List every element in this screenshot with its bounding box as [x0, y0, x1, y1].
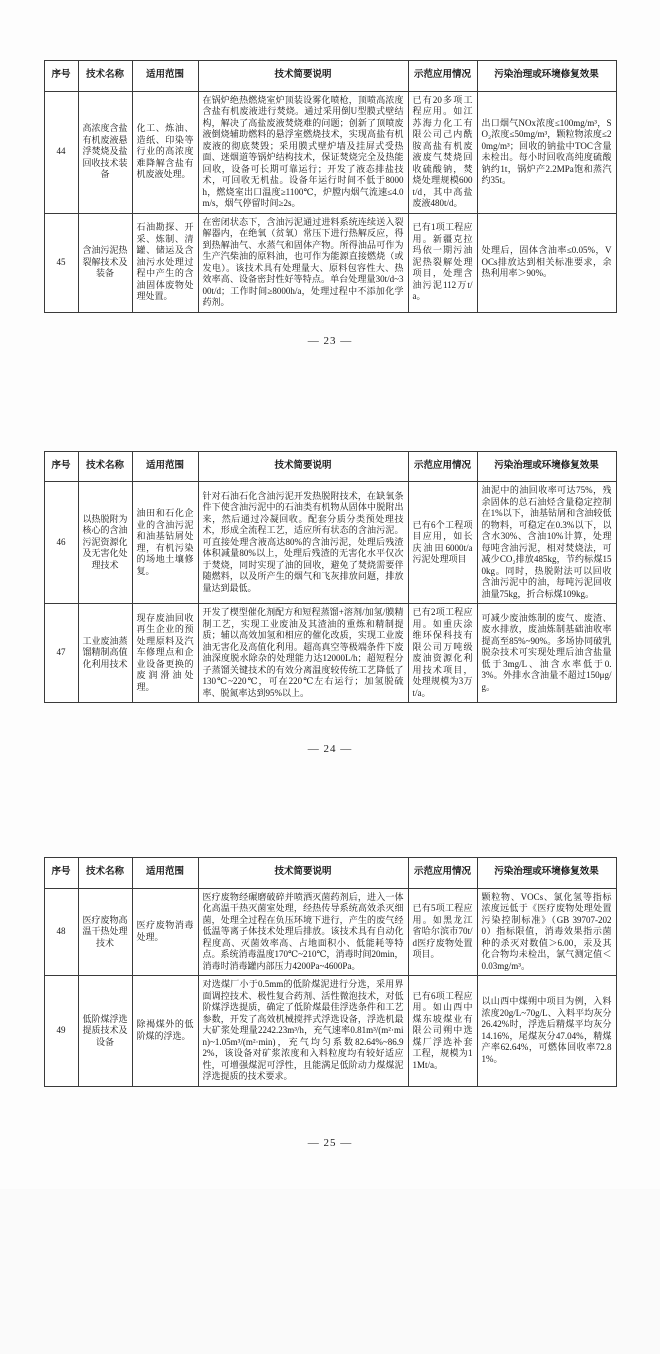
page-number: — 24 —	[307, 743, 353, 755]
header-scope: 适用范围	[132, 451, 198, 482]
header-effect: 污染治理或环境修复效果	[477, 451, 616, 482]
header-tech-name: 技术名称	[78, 451, 132, 482]
cell-serial: 49	[44, 976, 78, 1087]
header-demo: 示范应用情况	[408, 451, 477, 482]
cell-description: 针对石油石化含油污泥开发热脱附技术，在缺氧条件下使含油污泥中的石油类有机物从固体中脱附出来，然后通过冷凝回收。配套分质分类预处理技术，形成全流程工艺，适应所有状态的含油污泥。可直接处理含液高达80%的含油污泥，处理后残渣体积减量80%以上，处理后残渣的无害化水平仅次于焚烧，同时实现了油的回收，避免了焚烧需要伴随燃料，以及所产生的烟气和飞灰排放问题，排放量达到最低。	[198, 482, 408, 604]
header-effect: 污染治理或环境修复效果	[477, 858, 616, 889]
cell-tech-name: 以热脱附为核心的含油污泥资源化及无害化处理技术	[78, 482, 132, 604]
cell-tech-name: 医疗废物高温干热处理技术	[78, 888, 132, 976]
cell-tech-name: 低阶煤浮选提质技术及设备	[78, 976, 132, 1087]
header-serial: 序号	[44, 61, 78, 92]
header-scope: 适用范围	[132, 858, 198, 889]
table-header-row	[44, 61, 616, 92]
bottom-padding	[0, 1149, 660, 1189]
cell-serial: 46	[44, 482, 78, 604]
technology-table	[44, 857, 617, 1087]
cell-demo: 已有20多项工程应用。如江苏海力化工有限公司己内酰胺高盐有机废液废气焚烧回收硫酸钠，焚烧处理规模600t/d，其中高盐废液480t/d。	[408, 91, 477, 213]
cell-description: 对选煤厂小于0.5mm的低阶煤泥进行分选，采用界面调控技术、极性复合药剂、活性微泡技术，对低阶煤浮选提质，确定了低阶煤最佳浮选条件和工艺参数，开发了高效机械搅拌式浮选设备，浮选机最大矿浆处理量2242.23m³/h，充气速率0.81m³/(m²·min)~1.05m³/(m²·min)，充气均匀系数82.64%~86.92%，该设备对矿浆浓度和入料粒度均有较好适应性，可增强煤泥可浮性，且能满足低阶动力煤煤泥浮选提质的技术要求。	[198, 976, 408, 1087]
technology-table	[44, 60, 617, 313]
cell-effect: 处理后，固体含油率≤0.05%，VOCs排放达到相关标准要求，余热利用率＞90%。	[477, 213, 616, 312]
cell-demo: 已有6个工程项目应用，如长庆油田6000t/a污泥处理项目	[408, 482, 477, 604]
cell-demo: 已有1项工程应用。新疆克拉玛依一期污油泥热裂解处理项目，处理含油污泥112万t/a。	[408, 213, 477, 312]
cell-tech-name: 含油污泥热裂解技术及装备	[78, 213, 132, 312]
cell-scope: 油田和石化企业的含油污泥和油基钻屑处理，有机污染的场地土壤修复。	[132, 482, 198, 604]
cell-serial: 47	[44, 604, 78, 703]
cell-tech-name: 高浓度含盐有机废液悬浮焚烧及盐回收技术装备	[78, 91, 132, 213]
header-serial: 序号	[44, 451, 78, 482]
cell-description: 在密闭状态下，含油污泥通过进料系统连续送入裂解器内，在绝氧（贫氧）常压下进行热解反应，得到热解油气、水蒸气和固体产物。所得油品可作为生产汽柴油的原料油，也可作为能源直接燃烧（或发电）。该技术具有处理量大、原料包容性大、热效率高、设备密封性好等特点。单台处理量30t/d~300t/d；工作时间≥8000h/a，处理过程中不添加化学药剂。	[198, 213, 408, 312]
cell-description: 医疗废物经碾磨破碎并喷洒灭菌药剂后，进入一体化高温干热灭菌室处理，经热传导系统高效杀灭细菌，处理全过程在负压环境下进行，产生的废气经低温等离子体技术处理后排放。该技术具有自动化程度高、灭菌效率高、占地面积小、低能耗等特点。系统消毒温度170℃~210℃，消毒时间20min，消毒时消毒罐内部压力4200Pa~4600Pa。	[198, 888, 408, 976]
cell-description: 开发了楔型催化剂配方和短程蒸馏+溶剂/加氢/膜精制工艺，实现工业废油及其渣油的重炼和精制提质；辅以高效加氢和相应的催化改质，实现工业废油无害化及高值化利用。超高真空等极端条件下废油深度脱水除杂的处理能力达12000L/h；超短程分子蒸馏关键技术的有效分离温度较传统工艺降低了130℃~220℃，可在220℃左右运行；加氢脱硫率、脱氮率达到95%以上。	[198, 604, 408, 703]
table-row	[44, 976, 616, 1087]
cell-scope: 石油勘探、开采、炼制、清罐、储运及含油污水处理过程中产生的含油固体废物处理处置。	[132, 213, 198, 312]
document-page-24	[0, 347, 660, 756]
table-row	[44, 604, 616, 703]
technology-table	[44, 451, 617, 704]
page-number: — 23 —	[307, 334, 353, 347]
page-number: — 25 —	[307, 1136, 353, 1149]
table-header-row	[44, 858, 616, 889]
cell-scope: 化工、炼油、造纸、印染等行业的高浓度难降解含盐有机废液处理。	[132, 91, 198, 213]
header-description: 技术简要说明	[198, 61, 408, 92]
cell-effect: 可减少废油炼制的废气、废渣、废水排放，废油炼制基础油收率提高至85%~90%。多场协同破乳脱杂技术可实现处理后油含盐量低于3mg/L、油含水率低于0.3%。外排水含油量不超过150μg/g。	[477, 604, 616, 703]
cell-serial: 44	[44, 91, 78, 213]
table-header-row	[44, 451, 616, 482]
cell-effect: 颗粒物、VOCs、氯化氢等指标浓度远低于《医疗废物处理处置污染控制标准》（GB 39707-2020）指标限值，消毒效果指示菌种的杀灭对数值＞6.00，汞及其化合物均未检出，氯气测定值＜0.03mg/m³。	[477, 888, 616, 976]
cell-scope: 医疗废物消毒处理。	[132, 888, 198, 976]
header-serial: 序号	[44, 858, 78, 889]
header-tech-name: 技术名称	[78, 858, 132, 889]
table-row	[44, 888, 616, 976]
cell-effect: 以山西中煤朔中项目为例，入料浓度20g/L~70g/L、入料平均灰分26.42%时，浮选后精煤平均灰分14.16%，尾煤灰分47.04%，精煤产率62.64%，可燃体回收率72.81%。	[477, 976, 616, 1087]
document-page-23	[0, 0, 660, 347]
cell-effect: 出口烟气NOx浓度≤100mg/m³，SO₂浓度≤50mg/m³，颗粒物浓度≤20mg/m³；回收的钠盐中TOC含量未检出。每小时回收高纯度硫酸钠约1t，锅炉产2.2MPa饱和蒸汽约35t。	[477, 91, 616, 213]
header-effect: 污染治理或环境修复效果	[477, 61, 616, 92]
table-row	[44, 91, 616, 213]
header-tech-name: 技术名称	[78, 61, 132, 92]
document-page-25	[0, 755, 660, 1189]
header-description: 技术简要说明	[198, 858, 408, 889]
header-description: 技术简要说明	[198, 451, 408, 482]
cell-scope: 现存废油回收再生企业的预处理原料及汽车修理点和企业设备更换的废润滑油处理。	[132, 604, 198, 703]
cell-demo: 已有6项工程应用。如山西中煤东坡煤业有限公司朔中选煤厂浮选补套工程，规模为11Mt/a。	[408, 976, 477, 1087]
cell-effect: 油泥中的油回收率可达75%，残余固体的总石油烃含量稳定控制在1%以下，油基钻屑和含油较低的物料，可稳定在0.3%以下，以含水30%、含油10%计算，处理每吨含油污泥，相对焚烧法，可减少CO₂排放485kg，节约标煤150kg。同时，热脱附法可以回收含油污泥中的油，每吨污泥回收油量75kg，折合标煤109kg。	[477, 482, 616, 604]
cell-serial: 48	[44, 888, 78, 976]
cell-serial: 45	[44, 213, 78, 312]
cell-description: 在锅炉绝热燃烧室炉顶装设雾化喷枪，顶喷高浓度含盐有机废液进行焚烧。通过采用倒U型膜式壁结构，解决了高盐废液焚烧难的问题；创新了顶喷废液倒烧辅助燃料的悬浮室燃烧技术，实现高盐有机废液的彻底焚毁；采用膜式壁炉墙及挂屏式受热面、迷烟道等锅炉结构技术，保证焚烧完全及热能回收，设备可长期可靠运行；开发了液态排盐技术，可回收无机盐。设备年运行时间不低于8000h，燃烧室出口温度≥1100℃，炉膛内烟气流速≤4.0m/s，烟气停留时间≥2s。	[198, 91, 408, 213]
header-demo: 示范应用情况	[408, 858, 477, 889]
table-row	[44, 213, 616, 312]
cell-demo: 已有2项工程应用。如重庆涂维环保科技有限公司万吨级废油资源化利用技术项目，处理规模为3万t/a。	[408, 604, 477, 703]
header-demo: 示范应用情况	[408, 61, 477, 92]
cell-scope: 除褐煤外的低阶煤的浮选。	[132, 976, 198, 1087]
cell-tech-name: 工业废油蒸馏精制高值化利用技术	[78, 604, 132, 703]
cell-demo: 已有5项工程应用。如黑龙江省哈尔滨市70t/d医疗废物处置项目。	[408, 888, 477, 976]
table-row	[44, 482, 616, 604]
header-scope: 适用范围	[132, 61, 198, 92]
